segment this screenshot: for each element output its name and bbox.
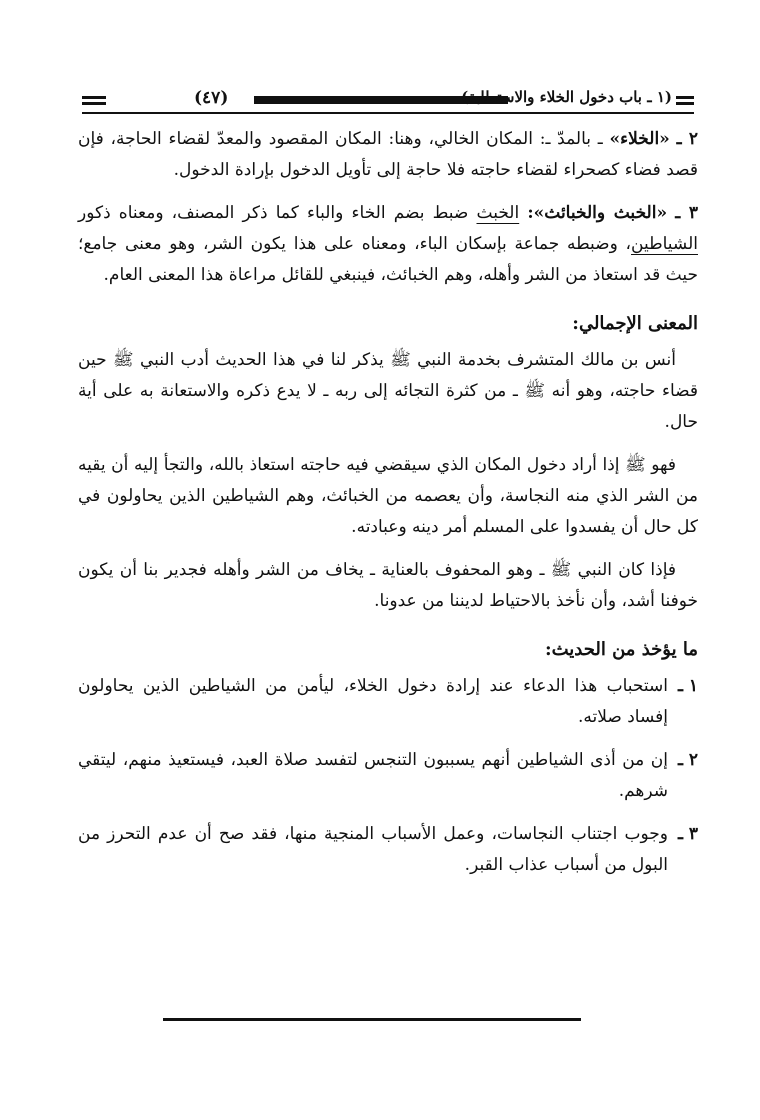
lesson-item [78, 819, 698, 881]
chapter-title: (١ ـ باب دخول الخلاء والاستطابة) [461, 88, 672, 106]
note-2-number: ٢ ـ [676, 129, 698, 149]
note-3-underlined-shayatin: الشياطين [631, 234, 698, 254]
note-3-text-2: ، وضبطه جماعة بإسكان الباء، ومعناه على هذا يكون الشر، وهو معنى جامع؛ حيث قد استعاذ من الشر وأهله، وهم الخبائث، فينبغي للقائل مراعاة هذا المعنى العام. [78, 234, 698, 285]
lesson-item [78, 671, 698, 733]
note-2 [78, 124, 698, 186]
page-header [82, 88, 694, 114]
header-right-mark-2 [676, 102, 694, 105]
lesson-number: ١ ـ [677, 676, 698, 696]
footer-rule [163, 1018, 581, 1021]
header-left-mark [82, 96, 106, 99]
lesson-number: ٢ ـ [677, 750, 698, 770]
lesson-item [78, 745, 698, 807]
note-3-underlined-khubuth: الخبث [476, 203, 520, 223]
lesson-text: إن من أذى الشياطين أنهم يسببون التنجس لتفسد صلاة العبد، فيستعيذ منهم، ليتقي شرهم. [78, 750, 668, 801]
header-left-mark-2 [82, 102, 106, 105]
note-3-number: ٣ ـ [675, 203, 699, 223]
note-3 [78, 198, 698, 291]
general-meaning-paragraph: أنس بن مالك المتشرف بخدمة النبي ﷺ يذكر لنا في هذا الحديث أدب النبي ﷺ حين قضاء حاجته، وهو أنه ﷺ ـ من كثرة التجائه إلى ربه ـ لا يدع ذكره والاستعانة به على أية حال. [78, 350, 698, 432]
header-right-mark [676, 96, 694, 99]
lesson-text: استحباب هذا الدعاء عند إرادة دخول الخلاء، ليأمن من الشياطين الذين يحاولون إفساد صلاته. [78, 676, 668, 727]
lesson-text: وجوب اجتناب النجاسات، وعمل الأسباب المنجية منها، فقد صح أن عدم التحرز من البول من أسباب عذاب القبر. [78, 824, 668, 875]
note-3-term: «الخبث والخبائث»: [527, 203, 668, 223]
general-meaning-paragraph: فإذا كان النبي ﷺ ـ وهو المحفوف بالعناية ـ يخاف من الشر وأهله فجدير بنا أن يكون خوفنا أشد، وأن نأخذ بالاحتياط لديننا من عدونا. [78, 560, 698, 611]
note-2-term: «الخلاء» [609, 129, 670, 149]
general-meaning-paragraph: فهو ﷺ إذا أراد دخول المكان الذي سيقضي فيه حاجته استعاذ بالله، والتجأ إليه أن يقيه من الشر الذي منه النجاسة، وأن يعصمه من الخبائث، وهم الشياطين الذين يحاولون في كل حال أن يفسدوا على المسلم أمر دينه وعبادته. [78, 455, 698, 537]
lesson-number: ٣ ـ [677, 824, 698, 844]
page-content [78, 124, 698, 893]
page-number: (٤٧) [194, 88, 229, 108]
header-underline [82, 112, 694, 114]
general-meaning-heading: المعنى الإجمالي: [572, 313, 698, 334]
note-2-text: ـ بالمدّ ـ: المكان الخالي، وهنا: المكان المقصود والمعدّ لقضاء الحاجة، فإن قصد فضاء كصحراء لقضاء حاجته فلا حاجة إلى تأويل الدخول بإرادة الدخول. [78, 129, 698, 180]
note-3-text-1: ضبط بضم الخاء والباء كما ذكر المصنف، ومعناه ذكور [78, 203, 477, 223]
lessons-heading: ما يؤخذ من الحديث: [544, 639, 698, 660]
